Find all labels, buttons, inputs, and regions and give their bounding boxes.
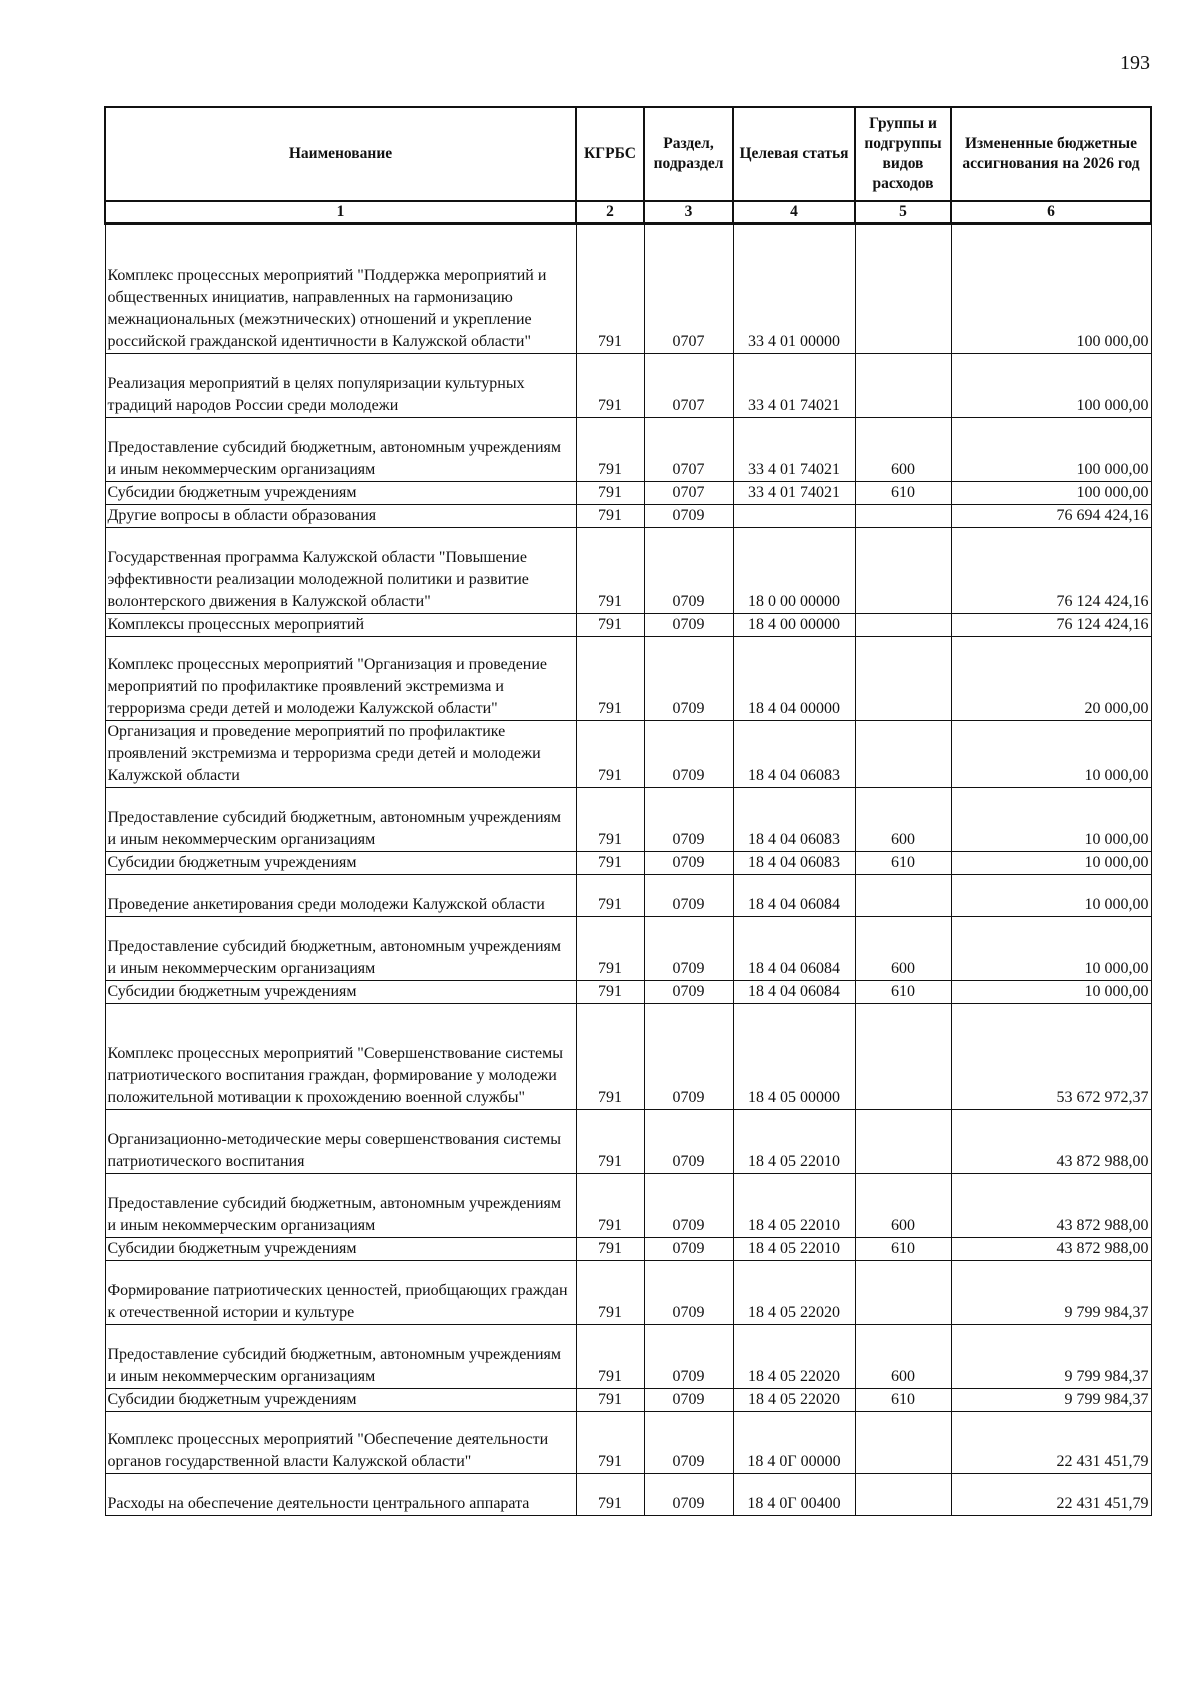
- table-row: [105, 614, 1151, 637]
- row-statya: 18 4 04 06083: [733, 788, 855, 852]
- column-number: 4: [733, 201, 855, 224]
- row-kgrbs: 791: [576, 505, 644, 528]
- table-row: [105, 1238, 1151, 1261]
- table-row: [105, 1474, 1151, 1516]
- row-vid: [855, 1412, 951, 1474]
- row-amount: 43 872 988,00: [951, 1238, 1151, 1261]
- table-row: [105, 852, 1151, 875]
- header-razdel: Раздел, подраздел: [644, 107, 733, 201]
- row-razdel: 0709: [644, 1325, 733, 1389]
- row-name: Государственная программа Калужской области "Повышение эффективности реализации молодежной политики и развитие волонтерского движения в Калужской области": [105, 528, 576, 614]
- row-name: Предоставление субсидий бюджетным, автономным учреждениям и иным некоммерческим организациям: [105, 788, 576, 852]
- row-vid: [855, 875, 951, 917]
- row-name: Комплекс процессных мероприятий "Совершенствование системы патриотического воспитания граждан, формирование у молодежи положительной мотивации к прохождению военной службы": [105, 1004, 576, 1110]
- row-kgrbs: 791: [576, 1474, 644, 1516]
- row-razdel: 0709: [644, 721, 733, 788]
- column-number: 2: [576, 201, 644, 224]
- row-vid: 600: [855, 1174, 951, 1238]
- row-kgrbs: 791: [576, 852, 644, 875]
- row-razdel: 0709: [644, 614, 733, 637]
- row-name: Организационно-методические меры совершенствования системы патриотического воспитания: [105, 1110, 576, 1174]
- column-number: 5: [855, 201, 951, 224]
- table-row: [105, 418, 1151, 482]
- row-vid: [855, 1110, 951, 1174]
- row-name: Субсидии бюджетным учреждениям: [105, 1389, 576, 1412]
- row-statya: 18 4 04 00000: [733, 637, 855, 721]
- row-kgrbs: 791: [576, 917, 644, 981]
- row-razdel: 0709: [644, 1474, 733, 1516]
- row-statya: 18 4 04 06084: [733, 917, 855, 981]
- table-row: [105, 637, 1151, 721]
- row-kgrbs: 791: [576, 354, 644, 418]
- row-razdel: 0709: [644, 1004, 733, 1110]
- row-vid: 610: [855, 1238, 951, 1261]
- row-amount: 100 000,00: [951, 482, 1151, 505]
- header-kgrbs: КГРБС: [576, 107, 644, 201]
- row-statya: 18 4 05 22020: [733, 1389, 855, 1412]
- row-amount: 10 000,00: [951, 852, 1151, 875]
- row-amount: 10 000,00: [951, 788, 1151, 852]
- table-row: [105, 528, 1151, 614]
- header-name: Наименование: [105, 107, 576, 201]
- row-kgrbs: 791: [576, 418, 644, 482]
- row-kgrbs: 791: [576, 721, 644, 788]
- row-statya: 18 0 00 00000: [733, 528, 855, 614]
- row-statya: 18 4 04 06083: [733, 721, 855, 788]
- row-kgrbs: 791: [576, 875, 644, 917]
- row-razdel: 0709: [644, 852, 733, 875]
- table-row: [105, 981, 1151, 1004]
- row-statya: 33 4 01 74021: [733, 354, 855, 418]
- row-vid: [855, 528, 951, 614]
- row-kgrbs: 791: [576, 981, 644, 1004]
- row-kgrbs: 791: [576, 1174, 644, 1238]
- row-kgrbs: 791: [576, 1110, 644, 1174]
- row-razdel: 0707: [644, 224, 733, 354]
- row-amount: 9 799 984,37: [951, 1325, 1151, 1389]
- row-amount: 76 694 424,16: [951, 505, 1151, 528]
- row-name: Предоставление субсидий бюджетным, автономным учреждениям и иным некоммерческим организациям: [105, 1325, 576, 1389]
- row-statya: 18 4 04 06084: [733, 875, 855, 917]
- table-row: [105, 1004, 1151, 1110]
- table-row: [105, 1389, 1151, 1412]
- header-vid: Группы и подгруппы видов расходов: [855, 107, 951, 201]
- row-vid: [855, 1004, 951, 1110]
- row-amount: 10 000,00: [951, 875, 1151, 917]
- row-kgrbs: 791: [576, 1261, 644, 1325]
- row-amount: 9 799 984,37: [951, 1389, 1151, 1412]
- table-row: [105, 354, 1151, 418]
- row-name: Субсидии бюджетным учреждениям: [105, 852, 576, 875]
- row-razdel: 0709: [644, 505, 733, 528]
- row-statya: [733, 505, 855, 528]
- row-kgrbs: 791: [576, 788, 644, 852]
- row-vid: 610: [855, 482, 951, 505]
- column-number: 3: [644, 201, 733, 224]
- row-amount: 22 431 451,79: [951, 1474, 1151, 1516]
- row-amount: 76 124 424,16: [951, 528, 1151, 614]
- table-row: [105, 721, 1151, 788]
- row-name: Расходы на обеспечение деятельности центрального аппарата: [105, 1474, 576, 1516]
- table-row: [105, 875, 1151, 917]
- row-razdel: 0709: [644, 637, 733, 721]
- row-amount: 100 000,00: [951, 418, 1151, 482]
- row-kgrbs: 791: [576, 1004, 644, 1110]
- row-vid: [855, 637, 951, 721]
- table-row: [105, 917, 1151, 981]
- table-row: [105, 788, 1151, 852]
- row-vid: [855, 354, 951, 418]
- row-amount: 20 000,00: [951, 637, 1151, 721]
- row-name: Организация и проведение мероприятий по профилактике проявлений экстремизма и терроризма среди детей и молодежи Калужской области: [105, 721, 576, 788]
- row-name: Проведение анкетирования среди молодежи Калужской области: [105, 875, 576, 917]
- table-row: [105, 505, 1151, 528]
- row-vid: 600: [855, 1325, 951, 1389]
- row-razdel: 0709: [644, 1174, 733, 1238]
- row-vid: [855, 224, 951, 354]
- table-row: [105, 1110, 1151, 1174]
- row-statya: 33 4 01 74021: [733, 418, 855, 482]
- row-amount: 100 000,00: [951, 224, 1151, 354]
- row-kgrbs: 791: [576, 224, 644, 354]
- row-razdel: 0709: [644, 875, 733, 917]
- row-amount: 10 000,00: [951, 917, 1151, 981]
- row-razdel: 0709: [644, 788, 733, 852]
- column-number-row: [105, 201, 1151, 224]
- row-statya: 18 4 05 00000: [733, 1004, 855, 1110]
- page-number: 193: [1120, 52, 1150, 74]
- row-kgrbs: 791: [576, 637, 644, 721]
- row-razdel: 0709: [644, 1261, 733, 1325]
- row-vid: 610: [855, 852, 951, 875]
- row-name: Комплекс процессных мероприятий "Обеспечение деятельности органов государственной власти Калужской области": [105, 1412, 576, 1474]
- row-statya: 18 4 04 06083: [733, 852, 855, 875]
- row-vid: [855, 1261, 951, 1325]
- row-razdel: 0707: [644, 418, 733, 482]
- table-row: [105, 1412, 1151, 1474]
- row-statya: 18 4 0Г 00400: [733, 1474, 855, 1516]
- row-amount: 100 000,00: [951, 354, 1151, 418]
- row-amount: 10 000,00: [951, 721, 1151, 788]
- row-statya: 18 4 04 06084: [733, 981, 855, 1004]
- row-name: Другие вопросы в области образования: [105, 505, 576, 528]
- table-row: [105, 224, 1151, 354]
- row-razdel: 0709: [644, 1412, 733, 1474]
- row-razdel: 0709: [644, 1110, 733, 1174]
- row-vid: 610: [855, 981, 951, 1004]
- row-name: Реализация мероприятий в целях популяризации культурных традиций народов России среди молодежи: [105, 354, 576, 418]
- row-statya: 18 4 0Г 00000: [733, 1412, 855, 1474]
- table-row: [105, 482, 1151, 505]
- row-razdel: 0709: [644, 528, 733, 614]
- row-amount: 43 872 988,00: [951, 1174, 1151, 1238]
- row-name: Комплексы процессных мероприятий: [105, 614, 576, 637]
- row-vid: 610: [855, 1389, 951, 1412]
- row-amount: 10 000,00: [951, 981, 1151, 1004]
- row-statya: 18 4 05 22010: [733, 1110, 855, 1174]
- row-vid: 600: [855, 917, 951, 981]
- table-row: [105, 1174, 1151, 1238]
- row-vid: [855, 614, 951, 637]
- row-name: Субсидии бюджетным учреждениям: [105, 1238, 576, 1261]
- row-vid: 600: [855, 788, 951, 852]
- row-name: Субсидии бюджетным учреждениям: [105, 482, 576, 505]
- row-statya: 33 4 01 00000: [733, 224, 855, 354]
- row-statya: 18 4 00 00000: [733, 614, 855, 637]
- header-amount: Измененные бюджетные ассигнования на 2026 год: [951, 107, 1151, 201]
- table-header-row: [105, 107, 1151, 201]
- table-body: [105, 224, 1151, 1516]
- row-amount: 9 799 984,37: [951, 1261, 1151, 1325]
- row-vid: [855, 505, 951, 528]
- row-name: Предоставление субсидий бюджетным, автономным учреждениям и иным некоммерческим организациям: [105, 1174, 576, 1238]
- row-amount: 76 124 424,16: [951, 614, 1151, 637]
- column-number: 6: [951, 201, 1151, 224]
- table-row: [105, 1325, 1151, 1389]
- row-vid: [855, 1474, 951, 1516]
- row-kgrbs: 791: [576, 1238, 644, 1261]
- row-razdel: 0709: [644, 981, 733, 1004]
- row-razdel: 0709: [644, 1389, 733, 1412]
- header-statya: Целевая статья: [733, 107, 855, 201]
- row-kgrbs: 791: [576, 482, 644, 505]
- row-name: Формирование патриотических ценностей, приобщающих граждан к отечественной истории и культуре: [105, 1261, 576, 1325]
- row-amount: 22 431 451,79: [951, 1412, 1151, 1474]
- table-row: [105, 1261, 1151, 1325]
- row-vid: 600: [855, 418, 951, 482]
- row-kgrbs: 791: [576, 1412, 644, 1474]
- row-vid: [855, 721, 951, 788]
- row-razdel: 0707: [644, 354, 733, 418]
- row-name: Субсидии бюджетным учреждениям: [105, 981, 576, 1004]
- row-amount: 53 672 972,37: [951, 1004, 1151, 1110]
- row-statya: 18 4 05 22020: [733, 1325, 855, 1389]
- row-name: Комплекс процессных мероприятий "Организация и проведение мероприятий по профилактике проявлений экстремизма и терроризма среди детей и молодежи Калужской области": [105, 637, 576, 721]
- row-statya: 18 4 05 22010: [733, 1238, 855, 1261]
- row-amount: 43 872 988,00: [951, 1110, 1151, 1174]
- row-statya: 33 4 01 74021: [733, 482, 855, 505]
- row-kgrbs: 791: [576, 1389, 644, 1412]
- row-kgrbs: 791: [576, 528, 644, 614]
- row-statya: 18 4 05 22020: [733, 1261, 855, 1325]
- row-razdel: 0709: [644, 917, 733, 981]
- column-number: 1: [105, 201, 576, 224]
- row-name: Комплекс процессных мероприятий "Поддержка мероприятий и общественных инициатив, направленных на гармонизацию межнациональных (межэтнических) отношений и укрепление российской гражданской идентичности в Калужской области": [105, 224, 576, 354]
- row-razdel: 0709: [644, 1238, 733, 1261]
- row-name: Предоставление субсидий бюджетным, автономным учреждениям и иным некоммерческим организациям: [105, 917, 576, 981]
- row-statya: 18 4 05 22010: [733, 1174, 855, 1238]
- row-kgrbs: 791: [576, 1325, 644, 1389]
- row-name: Предоставление субсидий бюджетным, автономным учреждениям и иным некоммерческим организациям: [105, 418, 576, 482]
- budget-table: [104, 106, 1152, 1516]
- row-razdel: 0707: [644, 482, 733, 505]
- row-kgrbs: 791: [576, 614, 644, 637]
